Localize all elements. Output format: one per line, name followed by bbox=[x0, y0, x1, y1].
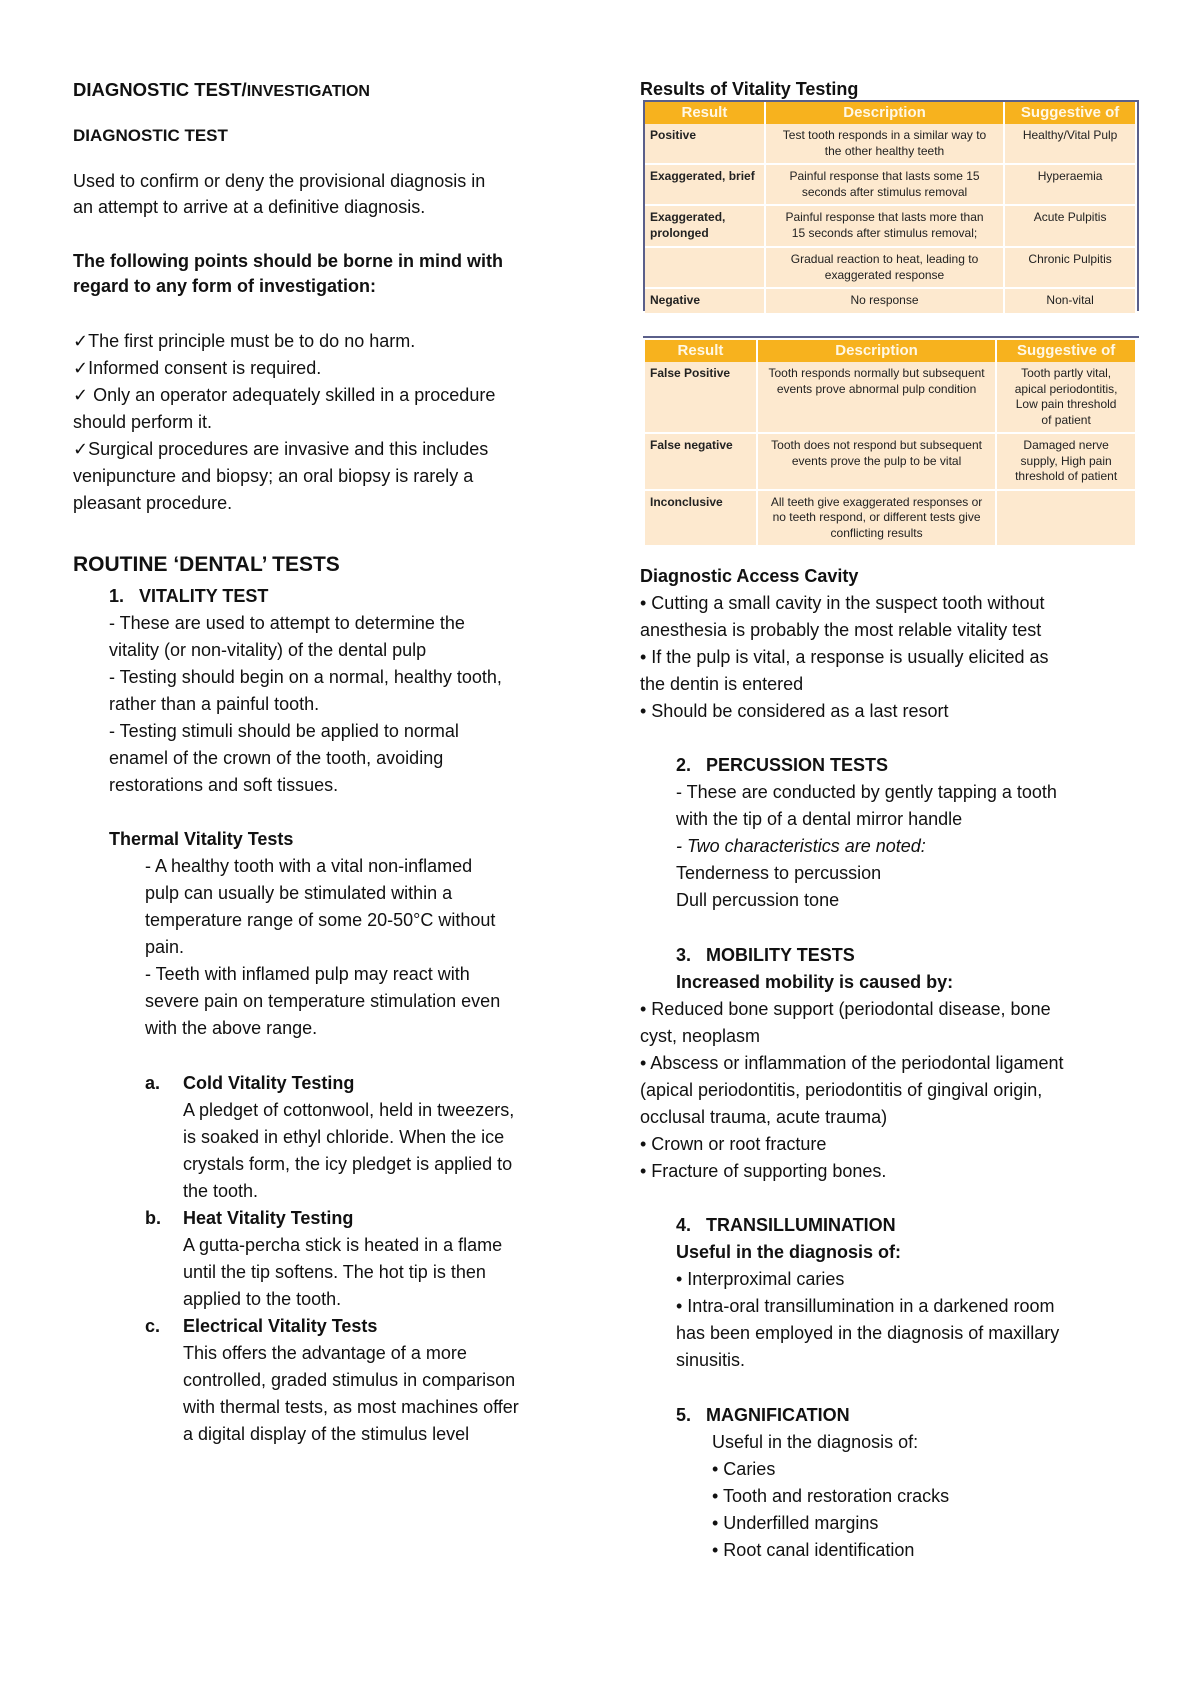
heading-text: MOBILITY TESTS bbox=[706, 945, 855, 965]
vitality-line: rather than a painful tooth. bbox=[109, 694, 320, 714]
table-cell bbox=[645, 205, 765, 247]
cell-line: conflicting results bbox=[830, 525, 923, 540]
principle-point: ✓Surgical procedures are invasive and this includes bbox=[73, 439, 489, 459]
vitality-line: enamel of the crown of the tooth, avoiding bbox=[109, 748, 444, 768]
table-cell: Non-vital bbox=[1004, 288, 1136, 314]
thermal-line: - Teeth with inflamed pulp may react with bbox=[145, 964, 470, 984]
table-cell: False negative bbox=[645, 433, 757, 490]
electrical-test-line: a digital display of the stimulus level bbox=[183, 1424, 470, 1444]
cell-line: seconds after stimulus removal bbox=[801, 184, 968, 199]
cell-line: Gradual reaction to heat, leading to bbox=[790, 252, 979, 266]
column-header: Result bbox=[645, 102, 765, 124]
points-heading: The following points should be borne in mind with bbox=[73, 251, 503, 271]
table-cell: Positive bbox=[645, 124, 765, 164]
thermal-line: - A healthy tooth with a vital non-inflamed bbox=[145, 856, 473, 876]
column-header: Description bbox=[765, 102, 1004, 124]
cell-line: 15 seconds after stimulus removal; bbox=[791, 225, 978, 240]
cold-test-line: A pledget of cottonwool, held in tweezers, bbox=[183, 1100, 515, 1120]
thermal-line: pain. bbox=[145, 937, 185, 957]
access-cavity-heading: Diagnostic Access Cavity bbox=[640, 566, 859, 586]
mobility-line: • Reduced bone support (periodontal disease, bone bbox=[640, 999, 1051, 1019]
mobility-line: (apical periodontitis, periodontitis of gingival origin, bbox=[640, 1080, 1043, 1100]
title-main: DIAGNOSTIC TEST/ bbox=[73, 79, 247, 100]
heat-test-line: applied to the tooth. bbox=[183, 1289, 342, 1309]
cell-line: no teeth respond, or different tests give bbox=[772, 510, 981, 524]
cell-line: events prove abnormal pulp condition bbox=[776, 381, 977, 396]
table-cell: No response bbox=[765, 288, 1004, 314]
table-row bbox=[645, 205, 1136, 247]
table-row bbox=[645, 433, 1136, 490]
heat-test-line: until the tip softens. The hot tip is then bbox=[183, 1262, 486, 1282]
principle-point: venipuncture and biopsy; an oral biopsy is rarely a bbox=[73, 466, 474, 486]
table-cell bbox=[757, 433, 996, 490]
table-cell bbox=[757, 490, 996, 547]
cell-line: Exaggerated, bbox=[650, 210, 726, 224]
table-cell: Negative bbox=[645, 288, 765, 314]
table-cell bbox=[996, 362, 1136, 433]
list-number: 2. bbox=[676, 755, 692, 775]
mobility-subheading: Increased mobility is caused by: bbox=[676, 972, 954, 992]
points-heading: regard to any form of investigation: bbox=[73, 276, 377, 296]
table-row bbox=[645, 124, 1136, 164]
table-row bbox=[645, 490, 1136, 547]
magnification-heading bbox=[676, 1402, 850, 1429]
magnification-line: • Root canal identification bbox=[712, 1540, 915, 1560]
cell-line: apical periodontitis, bbox=[1014, 381, 1118, 396]
mobility-line: occlusal trauma, acute trauma) bbox=[640, 1107, 888, 1127]
cell-line: Test tooth responds in a similar way to bbox=[782, 128, 987, 142]
thermal-line: pulp can usually be stimulated within a bbox=[145, 883, 453, 903]
table-top-rule bbox=[643, 336, 1139, 338]
vitality-results-table bbox=[645, 102, 1137, 315]
table-cell bbox=[765, 205, 1004, 247]
principle-point: pleasant procedure. bbox=[73, 493, 233, 513]
title-small: INVESTIGATION bbox=[246, 83, 370, 100]
heat-test-line: A gutta-percha stick is heated in a flame bbox=[183, 1235, 503, 1255]
heat-test-heading: Heat Vitality Testing bbox=[183, 1208, 354, 1228]
principle-point: ✓Informed consent is required. bbox=[73, 358, 322, 378]
percussion-line: Dull percussion tone bbox=[676, 890, 840, 910]
cell-line: Tooth does not respond but subsequent bbox=[771, 438, 982, 452]
vitality-line: restorations and soft tissues. bbox=[109, 775, 339, 795]
access-cavity-line: the dentin is entered bbox=[640, 674, 804, 694]
column-header: Suggestive of bbox=[996, 340, 1136, 362]
transillumination-line: sinusitis. bbox=[676, 1350, 746, 1370]
heading-text: PERCUSSION TESTS bbox=[706, 755, 889, 775]
list-label: c. bbox=[145, 1316, 161, 1336]
electrical-test-line: with thermal tests, as most machines offer bbox=[183, 1397, 519, 1417]
thermal-line: severe pain on temperature stimulation even bbox=[145, 991, 501, 1011]
principle-point: should perform it. bbox=[73, 412, 213, 432]
table-cell: Hyperaemia bbox=[1004, 164, 1136, 205]
table-row bbox=[645, 247, 1136, 288]
column-header: Description bbox=[757, 340, 996, 362]
electrical-test-heading: Electrical Vitality Tests bbox=[183, 1316, 378, 1336]
transillumination-line: • Intra-oral transillumination in a darkened room bbox=[676, 1296, 1055, 1316]
principle-point: ✓ Only an operator adequately skilled in a procedure bbox=[73, 385, 496, 405]
intro-line: Used to confirm or deny the provisional diagnosis in bbox=[73, 171, 486, 191]
cell-line: exaggerated response bbox=[824, 267, 945, 282]
table-cell: Exaggerated, brief bbox=[645, 164, 765, 205]
intro-line: an attempt to arrive at a definitive diagnosis. bbox=[73, 197, 426, 217]
table-row bbox=[645, 362, 1136, 433]
percussion-line: Tenderness to percussion bbox=[676, 863, 882, 883]
cell-line: Damaged nerve bbox=[1023, 438, 1109, 452]
table-row bbox=[645, 164, 1136, 205]
access-cavity-line: • Cutting a small cavity in the suspect tooth without bbox=[640, 593, 1045, 613]
table-cell bbox=[757, 362, 996, 433]
magnification-line: • Caries bbox=[712, 1459, 776, 1479]
cell-line: of patient bbox=[1041, 412, 1091, 427]
principle-point: ✓The first principle must be to do no harm. bbox=[73, 331, 416, 351]
mobility-line: cyst, neoplasm bbox=[640, 1026, 761, 1046]
electrical-test-line: This offers the advantage of a more bbox=[183, 1343, 467, 1363]
column-header: Result bbox=[645, 340, 757, 362]
table-cell: Healthy/Vital Pulp bbox=[1004, 124, 1136, 164]
table-header-row bbox=[645, 102, 1136, 124]
thermal-line: with the above range. bbox=[145, 1018, 318, 1038]
table-cell bbox=[765, 164, 1004, 205]
percussion-heading bbox=[676, 752, 888, 779]
transillumination-subheading: Useful in the diagnosis of: bbox=[676, 1242, 902, 1262]
list-number: 3. bbox=[676, 945, 692, 965]
cell-line: Low pain threshold bbox=[1015, 397, 1117, 411]
mobility-line: • Abscess or inflammation of the periodontal ligament bbox=[640, 1053, 1064, 1073]
vitality-heading bbox=[109, 583, 268, 610]
table-cell: Inconclusive bbox=[645, 490, 757, 547]
table-header-row bbox=[645, 340, 1136, 362]
cell-line: prolonged bbox=[650, 225, 709, 240]
list-label: b. bbox=[145, 1208, 161, 1228]
table-cell bbox=[645, 247, 765, 288]
heading-text: MAGNIFICATION bbox=[706, 1405, 850, 1425]
thermal-heading: Thermal Vitality Tests bbox=[109, 829, 294, 849]
column-header: Suggestive of bbox=[1004, 102, 1136, 124]
cell-line: All teeth give exaggerated responses or bbox=[770, 494, 983, 509]
mobility-line: • Fracture of supporting bones. bbox=[640, 1161, 887, 1181]
cell-line: Painful response that lasts some 15 bbox=[789, 169, 980, 183]
table-cell: Acute Pulpitis bbox=[1004, 205, 1136, 247]
list-number: 5. bbox=[676, 1405, 692, 1425]
routine-heading: ROUTINE ‘DENTAL’ TESTS bbox=[73, 553, 340, 576]
mobility-heading bbox=[676, 942, 855, 969]
cell-line: Tooth responds normally but subsequent bbox=[768, 366, 985, 380]
heading-text: VITALITY TEST bbox=[139, 586, 269, 606]
cold-test-line: crystals form, the icy pledget is applied to bbox=[183, 1154, 513, 1174]
table-cell: False Positive bbox=[645, 362, 757, 433]
mobility-line: • Crown or root fracture bbox=[640, 1134, 827, 1154]
access-cavity-line: • If the pulp is vital, a response is usually elicited as bbox=[640, 647, 1049, 667]
vitality-line: - Testing stimuli should be applied to normal bbox=[109, 721, 459, 741]
vitality-line: - These are used to attempt to determine the bbox=[109, 613, 465, 633]
cell-line: supply, High pain bbox=[1020, 453, 1112, 468]
page-title bbox=[73, 76, 370, 105]
access-cavity-line: • Should be considered as a last resort bbox=[640, 701, 949, 721]
table-cell bbox=[765, 124, 1004, 164]
percussion-line: - Two characteristics are noted: bbox=[676, 836, 926, 856]
transillumination-line: has been employed in the diagnosis of maxillary bbox=[676, 1323, 1060, 1343]
percussion-line: - These are conducted by gently tapping a tooth bbox=[676, 782, 1057, 802]
cell-line: threshold of patient bbox=[1015, 469, 1118, 483]
electrical-test-line: controlled, graded stimulus in comparison bbox=[183, 1370, 516, 1390]
magnification-line: • Underfilled margins bbox=[712, 1513, 879, 1533]
cell-line: the other healthy teeth bbox=[824, 143, 945, 158]
cold-test-line: is soaked in ethyl chloride. When the ice bbox=[183, 1127, 505, 1147]
transillumination-line: • Interproximal caries bbox=[676, 1269, 845, 1289]
magnification-subheading: Useful in the diagnosis of: bbox=[712, 1432, 919, 1452]
magnification-line: • Tooth and restoration cracks bbox=[712, 1486, 950, 1506]
thermal-line: temperature range of some 20-50°C without bbox=[145, 910, 496, 930]
list-label: a. bbox=[145, 1073, 161, 1093]
table-cell bbox=[996, 433, 1136, 490]
list-number: 4. bbox=[676, 1215, 692, 1235]
transillumination-heading bbox=[676, 1212, 896, 1239]
vitality-line: - Testing should begin on a normal, healthy tooth, bbox=[109, 667, 502, 687]
access-cavity-line: anesthesia is probably the most relable vitality test bbox=[640, 620, 1042, 640]
table-cell: Chronic Pulpitis bbox=[1004, 247, 1136, 288]
results-heading: Results of Vitality Testing bbox=[640, 79, 859, 99]
list-number: 1. bbox=[109, 586, 125, 606]
table-cell bbox=[765, 247, 1004, 288]
cell-line: events prove the pulp to be vital bbox=[791, 453, 962, 468]
cell-line: Tooth partly vital, bbox=[1021, 366, 1112, 380]
section-subtitle: DIAGNOSTIC TEST bbox=[73, 126, 228, 145]
table-cell bbox=[996, 490, 1136, 547]
table-row bbox=[645, 288, 1136, 314]
cold-test-line: the tooth. bbox=[183, 1181, 259, 1201]
false-results-table bbox=[645, 340, 1137, 547]
cell-line: Painful response that lasts more than bbox=[785, 210, 984, 224]
heading-text: TRANSILLUMINATION bbox=[706, 1215, 896, 1235]
percussion-line: with the tip of a dental mirror handle bbox=[676, 809, 963, 829]
vitality-line: vitality (or non-vitality) of the dental pulp bbox=[109, 640, 427, 660]
cold-test-heading: Cold Vitality Testing bbox=[183, 1073, 355, 1093]
